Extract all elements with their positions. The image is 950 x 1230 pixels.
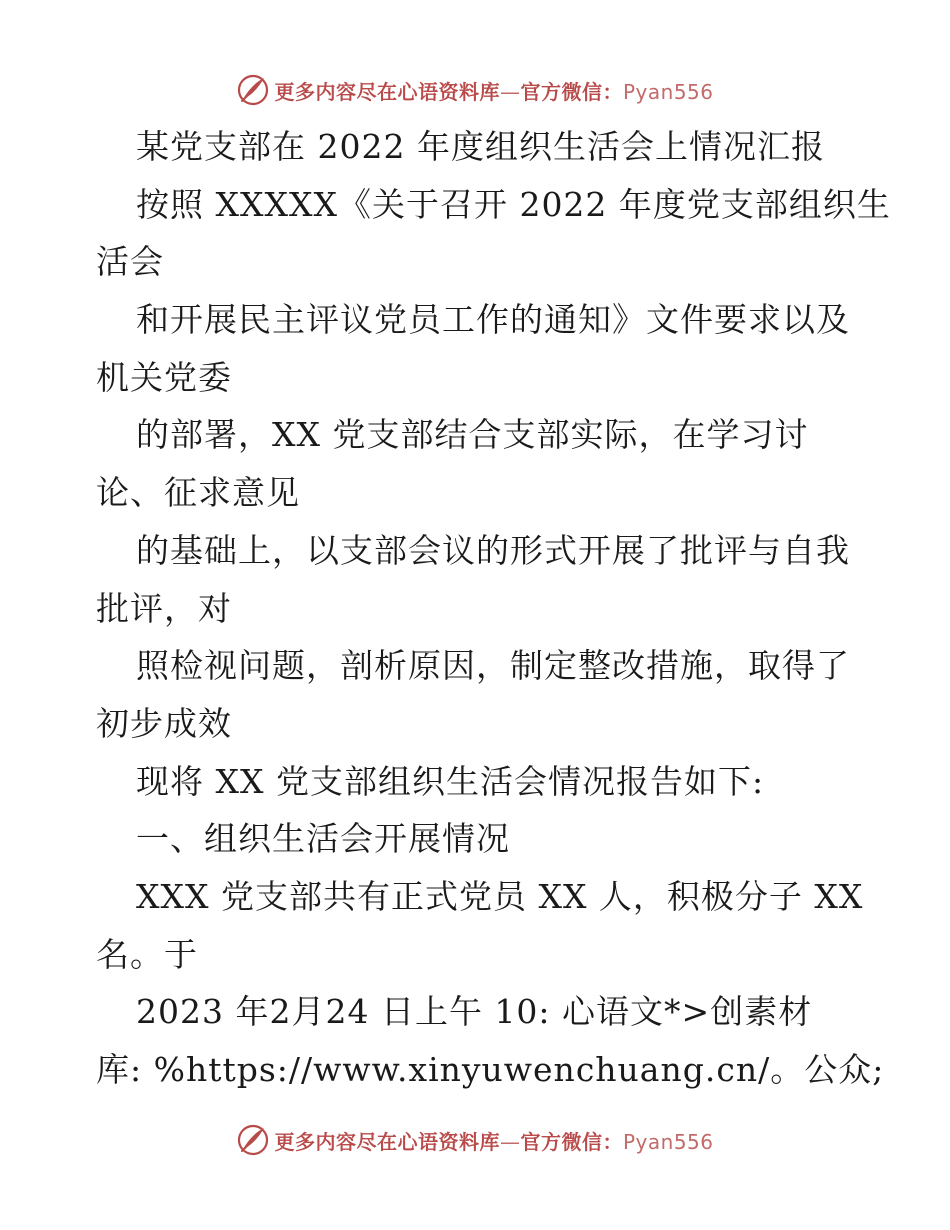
footer-watermark-banner — [0, 1120, 950, 1160]
paragraph-line: 论、征求意见 — [96, 473, 300, 513]
banner-main-text: 更多内容尽在心语资料库 — [274, 79, 500, 104]
paragraph-line: 库: %https://www.xinyuwenchuang.cn/。公众; — [96, 1050, 885, 1089]
document-body — [96, 118, 891, 1099]
banner-main-text: 更多内容尽在心语资料库 — [274, 1129, 500, 1154]
document-title: 某党支部在 2022 年度组织生活会上情况汇报 — [136, 127, 825, 166]
paragraph-line: 的基础上，以支部会议的形式开展了批评与自我 — [136, 530, 850, 570]
paragraph-line: 2023 年2月24 日上午 10: 心语文*>创素材 — [136, 992, 813, 1032]
paragraph-line: 活会 — [96, 242, 164, 282]
paragraph-line: 和开展民主评议党员工作的通知》文件要求以及 — [136, 300, 850, 340]
paragraph-line: 的部署，XX 党支部结合支部实际，在学习讨 — [136, 415, 809, 455]
banner-contact-text: 官方微信： — [520, 79, 623, 104]
section-heading: 一、组织生活会开展情况 — [136, 819, 510, 859]
paragraph-line: 批评，对 — [96, 588, 232, 628]
paragraph-line: 照检视问题，剖析原因，制定整改措施，取得了 — [136, 646, 850, 686]
paragraph-line: 机关党委 — [96, 357, 232, 397]
banner-separator: — — [499, 79, 521, 104]
header-watermark-banner — [0, 70, 950, 110]
paragraph-line: XXX 党支部共有正式党员 XX 人，积极分子 XX — [136, 876, 864, 916]
paragraph-line: 初步成效 — [96, 703, 232, 743]
feather-pen-logo-icon — [236, 73, 270, 107]
paragraph-line: 名。于 — [96, 934, 198, 974]
banner-text — [274, 76, 713, 105]
banner-contact-id: Pyan556 — [622, 79, 714, 104]
paragraph-line: 按照 XXXXX《关于召开 2022 年度党支部组织生 — [136, 184, 891, 224]
banner-separator: — — [499, 1129, 521, 1154]
banner-contact-text: 官方微信： — [520, 1129, 623, 1154]
banner-text — [274, 1126, 713, 1155]
banner-contact-id: Pyan556 — [622, 1129, 714, 1154]
paragraph-line: 现将 XX 党支部组织生活会情况报告如下: — [136, 761, 765, 801]
feather-pen-logo-icon — [236, 1123, 270, 1157]
